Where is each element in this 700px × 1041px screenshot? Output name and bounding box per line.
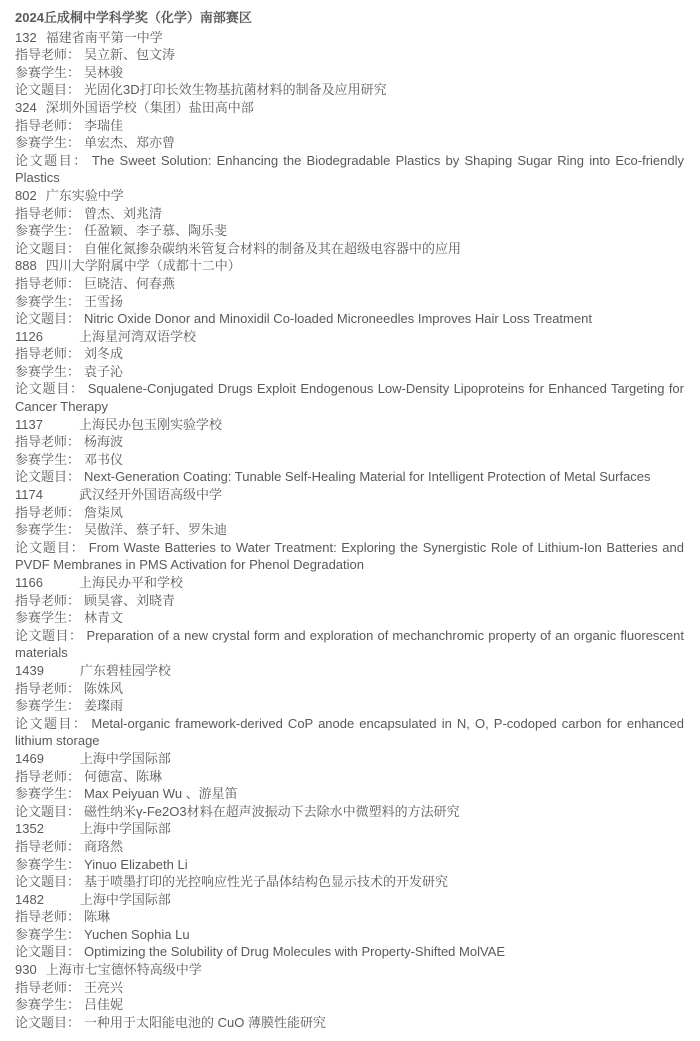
student-names: Yuchen Sophia Lu bbox=[84, 926, 190, 942]
students-label: 参赛学生： bbox=[15, 698, 81, 714]
entry-paper-line bbox=[15, 380, 684, 415]
student-names: 姜璨雨 bbox=[84, 698, 124, 714]
advisor-label: 指导老师： bbox=[15, 47, 81, 63]
entry-school-line bbox=[15, 416, 684, 434]
entry-school-line bbox=[15, 328, 684, 346]
student-names: 王雪扬 bbox=[84, 293, 124, 309]
entry-school-name: 上海民办包玉刚实验学校 bbox=[78, 416, 222, 432]
entry-school-line bbox=[15, 29, 684, 47]
entry-advisor-line bbox=[15, 768, 684, 786]
advisor-label: 指导老师： bbox=[15, 504, 81, 520]
award-entry bbox=[15, 416, 684, 486]
award-entry bbox=[15, 961, 684, 1031]
advisor-names: 曾杰、刘兆清 bbox=[84, 205, 163, 221]
paper-title: 磁性纳米γ-Fe2O3材料在超声波振动下去除水中微塑料的方法研究 bbox=[84, 803, 460, 819]
entry-paper-line bbox=[15, 240, 684, 258]
entry-school-name: 四川大学附属中学（成都十二中） bbox=[45, 258, 241, 274]
entry-paper-line bbox=[15, 310, 684, 328]
entry-paper-line bbox=[15, 539, 684, 574]
students-label: 参赛学生： bbox=[15, 856, 81, 872]
entry-school-name: 上海民办平和学校 bbox=[78, 575, 183, 590]
entry-school-name: 上海市七宝德怀特高级中学 bbox=[45, 962, 202, 978]
entry-code: 1482 bbox=[15, 891, 44, 907]
entry-students-line bbox=[15, 697, 684, 715]
entry-paper-line bbox=[15, 715, 684, 750]
students-label: 参赛学生： bbox=[15, 997, 81, 1013]
entry-advisor-line bbox=[15, 117, 684, 135]
paper-title: 自催化氮掺杂碳纳米管复合材料的制备及其在超级电容器中的应用 bbox=[84, 240, 462, 256]
entry-students-line bbox=[15, 856, 684, 874]
entry-school-name: 福建省南平第一中学 bbox=[45, 29, 163, 45]
entry-code: 1137 bbox=[15, 416, 43, 432]
paper-label: 论文题目： bbox=[15, 715, 88, 731]
entry-students-line bbox=[15, 363, 684, 381]
advisor-names: 陈琳 bbox=[84, 909, 111, 925]
advisor-names: 商珞然 bbox=[84, 838, 124, 854]
student-names: 吴傲洋、蔡子轩、罗朱迪 bbox=[84, 522, 228, 538]
student-names: 吴林骏 bbox=[84, 64, 124, 80]
students-label: 参赛学生： bbox=[15, 522, 81, 538]
student-names: 林青文 bbox=[84, 610, 124, 626]
entry-advisor-line bbox=[15, 433, 684, 451]
advisor-label: 指导老师： bbox=[15, 909, 81, 925]
entry-school-line bbox=[15, 820, 684, 838]
students-label: 参赛学生： bbox=[15, 926, 81, 942]
award-list-document bbox=[15, 9, 684, 1031]
award-entry bbox=[15, 328, 684, 416]
entry-students-line bbox=[15, 222, 684, 240]
entry-school-name: 广东碧桂园学校 bbox=[79, 662, 171, 678]
student-names: 袁子沁 bbox=[84, 363, 124, 379]
entry-code: 132 bbox=[15, 29, 37, 45]
entry-students-line bbox=[15, 785, 684, 803]
entry-students-line bbox=[15, 134, 684, 152]
entry-school-line bbox=[15, 187, 684, 205]
entry-students-line bbox=[15, 451, 684, 469]
entry-students-line bbox=[15, 996, 684, 1014]
advisor-label: 指导老师： bbox=[15, 275, 81, 291]
advisor-names: 王亮兴 bbox=[84, 979, 124, 995]
advisor-label: 指导老师： bbox=[15, 434, 81, 450]
entry-advisor-line bbox=[15, 504, 684, 522]
paper-title: From Waste Batteries to Water Treatment: Exploring the Synergistic Role of Lithium-Ion Batteries and PVDF Membranes in PMS Activation for Phenol Degradation bbox=[15, 539, 684, 573]
students-label: 参赛学生： bbox=[15, 64, 81, 80]
entry-paper-line bbox=[15, 81, 684, 99]
paper-label: 论文题目： bbox=[15, 469, 81, 485]
advisor-label: 指导老师： bbox=[15, 592, 81, 608]
paper-title: Next-Generation Coating: Tunable Self-Healing Material for Intelligent Protection of Metal Surfaces bbox=[84, 469, 651, 485]
paper-title: Optimizing the Solubility of Drug Molecules with Property-Shifted MolVAE bbox=[84, 944, 506, 960]
advisor-names: 詹柒凤 bbox=[84, 504, 124, 520]
advisor-names: 杨海波 bbox=[84, 434, 124, 450]
entry-code: 324 bbox=[15, 99, 37, 115]
student-names: Max Peiyuan Wu 、游星笛 bbox=[84, 786, 238, 802]
students-label: 参赛学生： bbox=[15, 363, 81, 379]
paper-label: 论文题目： bbox=[15, 240, 81, 256]
entry-students-line bbox=[15, 64, 684, 82]
entry-code: 1126 bbox=[15, 328, 43, 344]
entry-code: 930 bbox=[15, 962, 37, 978]
advisor-names: 李瑞佳 bbox=[84, 117, 124, 133]
entry-school-line bbox=[15, 99, 684, 117]
entry-students-line bbox=[15, 521, 684, 539]
entry-code: 1166 bbox=[15, 575, 43, 590]
advisor-label: 指导老师： bbox=[15, 838, 81, 854]
paper-title: 光固化3D打印长效生物基抗菌材料的制备及应用研究 bbox=[84, 82, 387, 98]
advisor-label: 指导老师： bbox=[15, 346, 81, 362]
paper-label: 论文题目： bbox=[15, 944, 81, 960]
award-entry bbox=[15, 29, 684, 99]
entry-advisor-line bbox=[15, 275, 684, 293]
award-entry bbox=[15, 99, 684, 187]
entry-code: 888 bbox=[15, 258, 37, 274]
entry-school-name: 上海中学国际部 bbox=[79, 891, 171, 907]
students-label: 参赛学生： bbox=[15, 451, 81, 467]
students-label: 参赛学生： bbox=[15, 610, 81, 626]
entry-school-name: 上海中学国际部 bbox=[79, 750, 171, 766]
entry-advisor-line bbox=[15, 838, 684, 856]
advisor-names: 何德富、陈琳 bbox=[84, 768, 163, 784]
student-names: 任盈颖、李子慕、陶乐斐 bbox=[84, 223, 228, 239]
award-entry bbox=[15, 257, 684, 327]
students-label: 参赛学生： bbox=[15, 293, 81, 309]
award-entry bbox=[15, 820, 684, 890]
advisor-names: 陈姝风 bbox=[84, 680, 124, 696]
entry-code: 1174 bbox=[15, 487, 43, 503]
entry-advisor-line bbox=[15, 908, 684, 926]
entry-advisor-line bbox=[15, 979, 684, 997]
entry-school-line bbox=[15, 574, 684, 592]
advisor-label: 指导老师： bbox=[15, 205, 81, 221]
student-names: 邓书仪 bbox=[84, 451, 124, 467]
entry-advisor-line bbox=[15, 46, 684, 64]
entry-school-line bbox=[15, 750, 684, 768]
paper-label: 论文题目： bbox=[15, 152, 88, 168]
paper-label: 论文题目： bbox=[15, 82, 81, 98]
students-label: 参赛学生： bbox=[15, 223, 81, 239]
entry-paper-line bbox=[15, 627, 684, 662]
advisor-names: 巨晓洁、何春燕 bbox=[84, 275, 176, 291]
entry-students-line bbox=[15, 926, 684, 944]
paper-label: 论文题目： bbox=[15, 1014, 81, 1030]
paper-title: 一种用于太阳能电池的 CuO 薄膜性能研究 bbox=[84, 1014, 326, 1030]
entry-advisor-line bbox=[15, 345, 684, 363]
entry-school-name: 深圳外国语学校（集团）盐田高中部 bbox=[45, 99, 254, 115]
entry-students-line bbox=[15, 293, 684, 311]
advisor-label: 指导老师： bbox=[15, 768, 81, 784]
entry-school-line bbox=[15, 662, 684, 680]
paper-title: Preparation of a new crystal form and exploration of mechanchromic property of an organic fluorescent materials bbox=[15, 627, 684, 661]
entry-school-name: 武汉经开外国语高级中学 bbox=[78, 487, 222, 503]
entry-paper-line bbox=[15, 803, 684, 821]
entry-list bbox=[15, 29, 684, 1032]
entry-advisor-line bbox=[15, 205, 684, 223]
entry-code: 802 bbox=[15, 187, 37, 203]
paper-label: 论文题目： bbox=[15, 803, 81, 819]
paper-label: 论文题目： bbox=[15, 381, 84, 397]
award-entry bbox=[15, 662, 684, 750]
entry-school-name: 广东实验中学 bbox=[45, 187, 124, 203]
students-label: 参赛学生： bbox=[15, 135, 81, 151]
entry-school-name: 上海中学国际部 bbox=[79, 821, 171, 837]
advisor-names: 刘冬成 bbox=[84, 346, 124, 362]
advisor-label: 指导老师： bbox=[15, 979, 81, 995]
advisor-label: 指导老师： bbox=[15, 117, 81, 133]
paper-title: The Sweet Solution: Enhancing the Biodegradable Plastics by Shaping Sugar Ring into Eco-friendly Plastics bbox=[15, 152, 684, 186]
student-names: Yinuo Elizabeth Li bbox=[84, 856, 188, 872]
entry-advisor-line bbox=[15, 592, 684, 610]
award-entry bbox=[15, 891, 684, 961]
entry-code: 1469 bbox=[15, 750, 44, 766]
entry-school-name: 上海星河湾双语学校 bbox=[78, 328, 196, 344]
advisor-names: 顾昊睿、刘晓青 bbox=[84, 592, 176, 608]
award-entry bbox=[15, 187, 684, 257]
award-entry bbox=[15, 574, 684, 662]
entry-code: 1352 bbox=[15, 821, 44, 837]
advisor-names: 吴立新、包文涛 bbox=[84, 47, 176, 63]
paper-label: 论文题目： bbox=[15, 539, 85, 555]
entry-advisor-line bbox=[15, 680, 684, 698]
award-entry bbox=[15, 750, 684, 820]
page-title: 2024丘成桐中学科学奖（化学）南部赛区 bbox=[15, 10, 252, 25]
entry-paper-line bbox=[15, 1014, 684, 1032]
paper-title: Nitric Oxide Donor and Minoxidil Co-loaded Microneedles Improves Hair Loss Treatment bbox=[84, 311, 592, 327]
student-names: 吕佳妮 bbox=[84, 997, 124, 1013]
award-entry bbox=[15, 486, 684, 574]
paper-label: 论文题目： bbox=[15, 311, 81, 327]
entry-paper-line bbox=[15, 152, 684, 187]
entry-school-line bbox=[15, 486, 684, 504]
entry-school-line bbox=[15, 891, 684, 909]
entry-school-line bbox=[15, 961, 684, 979]
paper-label: 论文题目： bbox=[15, 874, 81, 890]
entry-paper-line bbox=[15, 468, 684, 486]
students-label: 参赛学生： bbox=[15, 786, 81, 802]
entry-paper-line bbox=[15, 873, 684, 891]
student-names: 单宏杰、郑亦曾 bbox=[84, 135, 176, 151]
paper-title: Metal-organic framework-derived CoP anode encapsulated in N, O, P-codoped carbon for enhanced lithium storage bbox=[15, 715, 684, 749]
advisor-label: 指导老师： bbox=[15, 680, 81, 696]
entry-code: 1439 bbox=[15, 662, 44, 678]
entry-students-line bbox=[15, 609, 684, 627]
paper-label: 论文题目： bbox=[15, 627, 83, 643]
paper-title: Squalene-Conjugated Drugs Exploit Endogenous Low-Density Lipoproteins for Enhanced Targeting for Cancer Therapy bbox=[15, 381, 684, 415]
entry-school-line bbox=[15, 257, 684, 275]
entry-paper-line bbox=[15, 943, 684, 961]
paper-title: 基于喷墨打印的光控响应性光子晶体结构色显示技术的开发研究 bbox=[84, 874, 449, 890]
